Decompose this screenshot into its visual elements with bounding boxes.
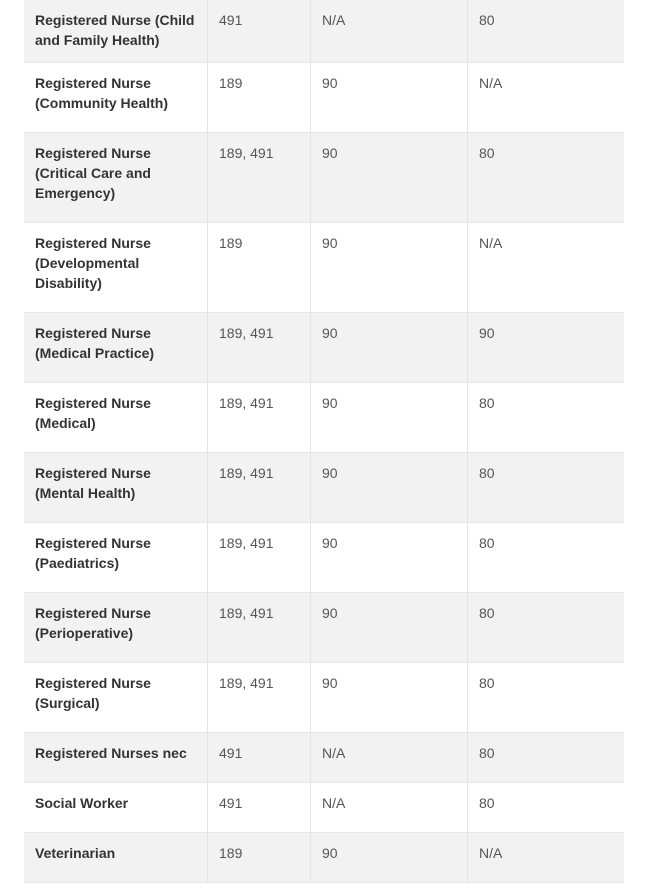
occupation-cell: Registered Nurse (Community Health) (35, 75, 168, 111)
points-491-cell: N/A (467, 833, 624, 882)
table-row (24, 593, 624, 663)
visa-cell: 491 (207, 0, 310, 62)
visa-cell: 491 (207, 783, 310, 832)
visa-cell: 189, 491 (207, 523, 310, 592)
points-491-cell: 80 (467, 663, 624, 732)
table-row (24, 223, 624, 313)
points-189-cell: 90 (310, 833, 467, 882)
occupation-cell: Registered Nurse (Medical) (35, 395, 151, 431)
visa-cell: 189, 491 (207, 383, 310, 452)
points-189-cell: 90 (310, 663, 467, 732)
points-491-cell: 80 (467, 453, 624, 522)
visa-cell: 491 (207, 733, 310, 782)
table-row (24, 783, 624, 833)
points-491-cell: 90 (467, 313, 624, 382)
visa-cell: 189, 491 (207, 453, 310, 522)
occupation-cell: Registered Nurse (Critical Care and Emergency) (35, 145, 151, 201)
occupation-cell: Registered Nurses nec (35, 745, 187, 761)
table-row (24, 313, 624, 383)
points-491-cell: 80 (467, 733, 624, 782)
visa-cell: 189, 491 (207, 663, 310, 732)
points-189-cell: N/A (310, 733, 467, 782)
points-491-cell: 80 (467, 383, 624, 452)
table-row (24, 383, 624, 453)
points-491-cell: N/A (467, 223, 624, 312)
points-189-cell: 90 (310, 523, 467, 592)
occupation-cell: Registered Nurse (Paediatrics) (35, 535, 151, 571)
occupation-table (24, 0, 624, 883)
occupation-cell: Registered Nurse (Mental Health) (35, 465, 151, 501)
table-row (24, 133, 624, 223)
occupation-cell: Registered Nurse (Medical Practice) (35, 325, 155, 361)
table-row (24, 833, 624, 883)
visa-cell: 189 (207, 63, 310, 132)
points-491-cell: 80 (467, 783, 624, 832)
points-189-cell: 90 (310, 383, 467, 452)
visa-cell: 189, 491 (207, 133, 310, 222)
points-491-cell: 80 (467, 133, 624, 222)
table-row (24, 733, 624, 783)
points-189-cell: 90 (310, 313, 467, 382)
table-row (24, 0, 624, 63)
points-189-cell: 90 (310, 223, 467, 312)
points-189-cell: N/A (310, 0, 467, 62)
points-189-cell: 90 (310, 133, 467, 222)
visa-cell: 189, 491 (207, 313, 310, 382)
points-189-cell: N/A (310, 783, 467, 832)
visa-cell: 189 (207, 833, 310, 882)
points-491-cell: N/A (467, 63, 624, 132)
visa-cell: 189, 491 (207, 593, 310, 662)
table-row (24, 453, 624, 523)
points-491-cell: 80 (467, 523, 624, 592)
points-189-cell: 90 (310, 453, 467, 522)
occupation-cell: Registered Nurse (Developmental Disability) (35, 235, 151, 291)
occupation-cell: Registered Nurse (Child and Family Health) (35, 12, 195, 48)
table-row (24, 663, 624, 733)
points-491-cell: 80 (467, 0, 624, 62)
occupation-cell: Social Worker (35, 795, 129, 811)
table-row (24, 523, 624, 593)
points-189-cell: 90 (310, 593, 467, 662)
points-189-cell: 90 (310, 63, 467, 132)
table-row (24, 63, 624, 133)
occupation-cell: Veterinarian (35, 845, 116, 861)
visa-cell: 189 (207, 223, 310, 312)
occupation-cell: Registered Nurse (Surgical) (35, 675, 151, 711)
points-491-cell: 80 (467, 593, 624, 662)
occupation-cell: Registered Nurse (Perioperative) (35, 605, 151, 641)
